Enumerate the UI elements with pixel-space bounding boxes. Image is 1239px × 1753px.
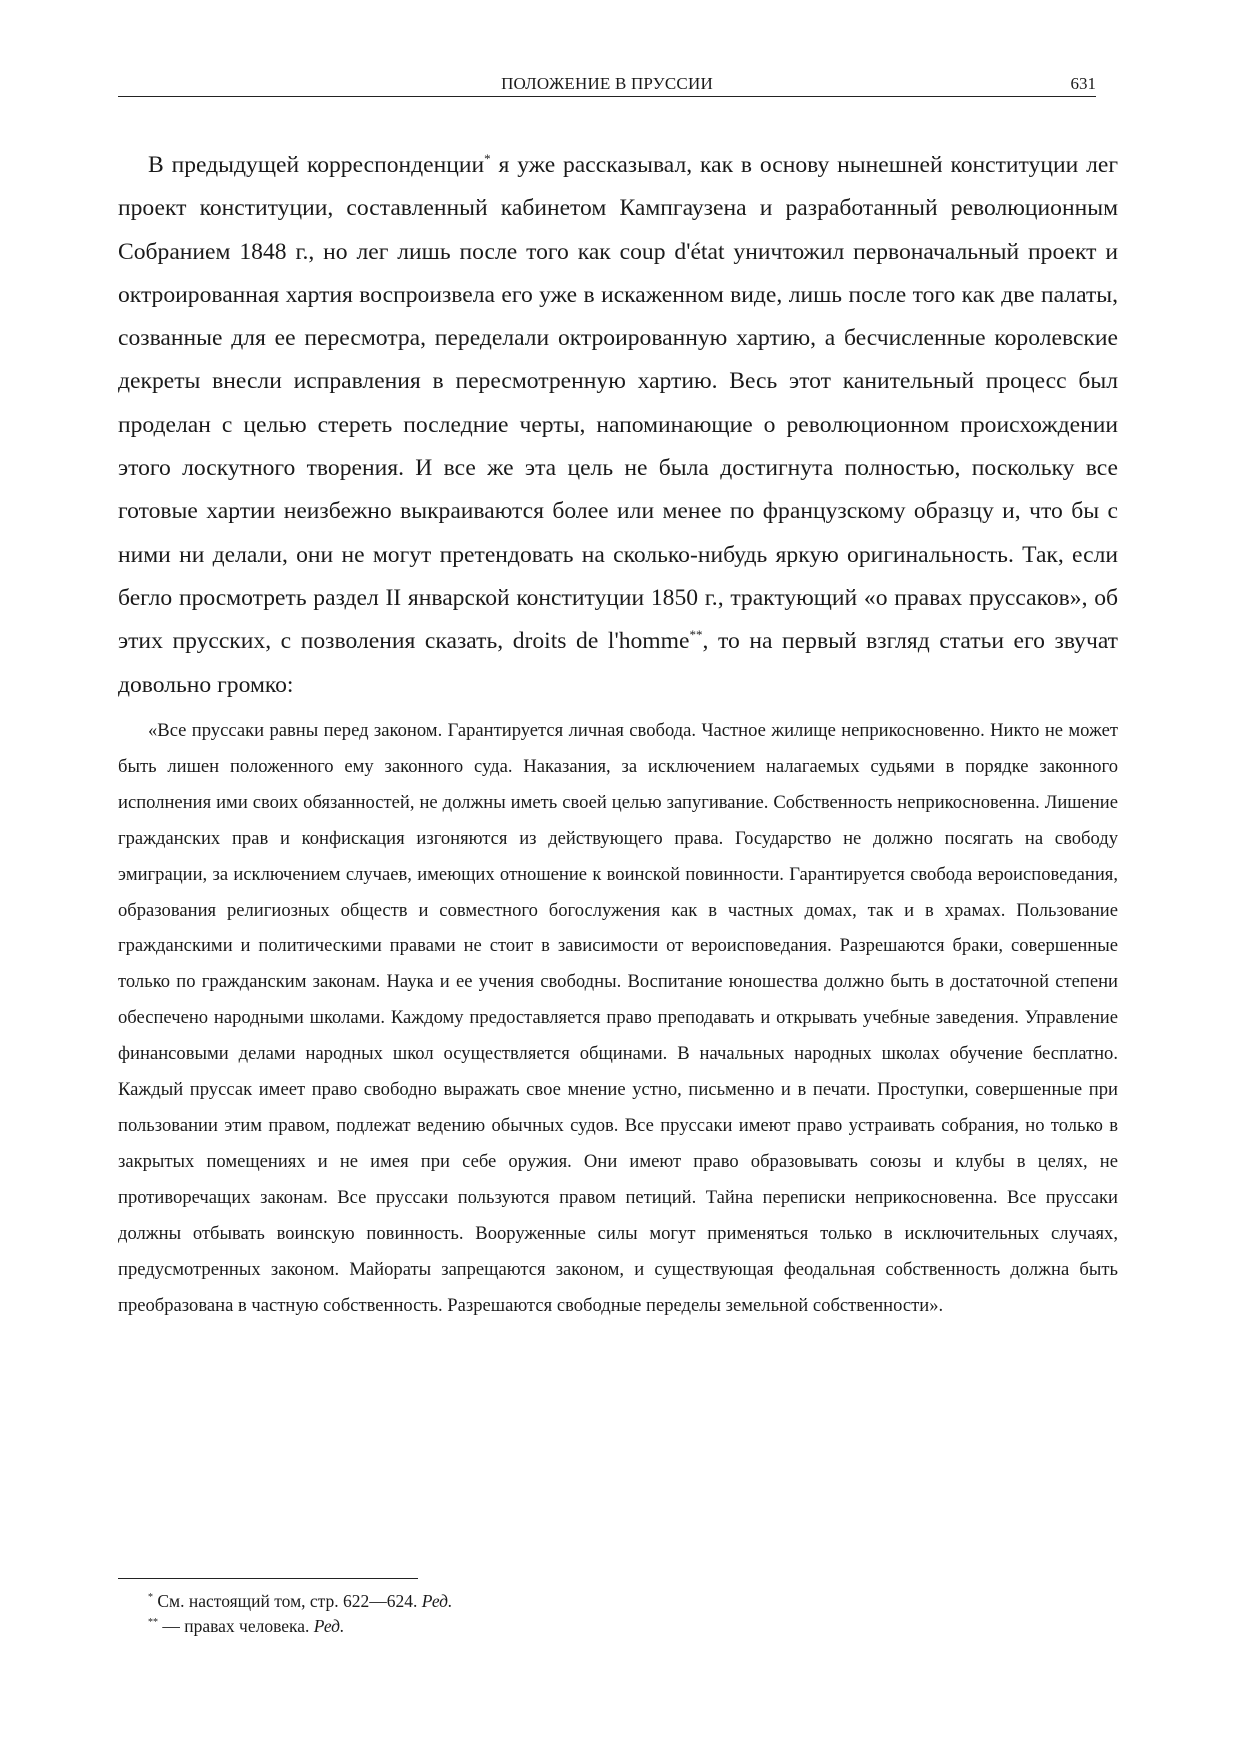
footnote-text: См. настоящий том, стр. 622—624. (153, 1591, 422, 1611)
footnote-mark: ** (148, 1617, 158, 1629)
footnote-ref: * (484, 151, 491, 167)
footnote-mark: * (148, 1592, 153, 1604)
main-paragraph (118, 144, 1118, 707)
footnote-editor: Ред. (421, 1591, 453, 1611)
footnote (148, 1614, 848, 1639)
main-paragraph-text: я уже рассказывал, как в основу нынешней конституции лег проект конституции, составленный кабинетом Кампгаузена и разработанный революционным Собранием 1848 г., но лег лишь после того как coup d'état уничтожил первоначальный проект и октроированная хартия воспроизвела его уже в искаженном виде, лишь после того как две палаты, созванные для ее пересмотра, переделали октроированную хартию, а бесчисленные королевские декреты внесли исправления в пересмотренную хартию. Весь этот канительный процесс был проделан с целью стереть последние черты, напоминающие о революционном происхождении этого лоскутного творения. И все же эта цель не была достигнута полностью, поскольку все готовые хартии неизбежно выкраиваются более или менее по французскому образцу и, что бы с ними ни делали, они не могут претендовать на сколько-нибудь яркую оригинальность. Так, если бегло просмотреть раздел II январской конституции 1850 г., трактующий «о правах пруссаков», об этих прусских, с позволения сказать, droits de l'homme (118, 152, 1118, 655)
footnote (148, 1589, 848, 1614)
running-head-title: ПОЛОЖЕНИЕ В ПРУССИИ (501, 74, 713, 93)
main-paragraph-text: , то на первый взгляд статьи его звучат довольно громко: (118, 628, 1118, 698)
footnote-separator (118, 1578, 418, 1579)
main-paragraph-text: В предыдущей корреспонденции (148, 152, 485, 178)
running-head (118, 72, 1096, 97)
footnote-ref: ** (689, 627, 703, 643)
page-number: 631 (1070, 74, 1096, 93)
footnote-editor: Ред. (313, 1616, 345, 1636)
block-quote: «Все пруссаки равны перед законом. Гарантируется личная свобода. Частное жилище неприкосновенно. Никто не может быть лишен положенного ему законного суда. Наказания, за исключением налагаемых судьями в порядке законного исполнения ими своих обязанностей, не должны иметь своей целью запугивание. Собственность неприкосновенна. Лишение гражданских прав и конфискация изгоняются из действующего права. Государство не должно посягать на свободу эмиграции, за исключением случаев, имеющих отношение к воинской повинности. Гарантируется свобода вероисповедания, образования религиозных обществ и совместного богослужения как в частных домах, так и в храмах. Пользование гражданскими и политическими правами не стоит в зависимости от вероисповедания. Разрешаются браки, совершенные только по гражданским законам. Наука и ее учения свободны. Воспитание юношества должно быть в достаточной степени обеспечено народными школами. Каждому предоставляется право преподавать и открывать учебные заведения. Управление финансовыми делами народных школ осуществляется общинами. В начальных народных школах обучение бесплатно. Каждый пруссак имеет право свободно выражать свое мнение устно, письменно и в печати. Проступки, совершенные при пользовании этим правом, подлежат ведению обычных судов. Все пруссаки имеют право устраивать собрания, но только в закрытых помещениях и не имея при себе оружия. Они имеют право образовывать союзы и клубы в целях, не противоречащих законам. Все пруссаки пользуются правом петиций. Тайна переписки неприкосновенна. Все пруссаки должны отбывать воинскую повинность. Вооруженные силы могут применяться только в исключительных случаях, предусмотренных законом. Майораты запрещаются законом, и существующая феодальная собственность должна быть преобразована в частную собственность. Разрешаются свободные переделы земельной собственности». (118, 720, 1118, 1316)
footnote-text: — правах человека. (158, 1616, 314, 1636)
footnotes (148, 1589, 848, 1639)
